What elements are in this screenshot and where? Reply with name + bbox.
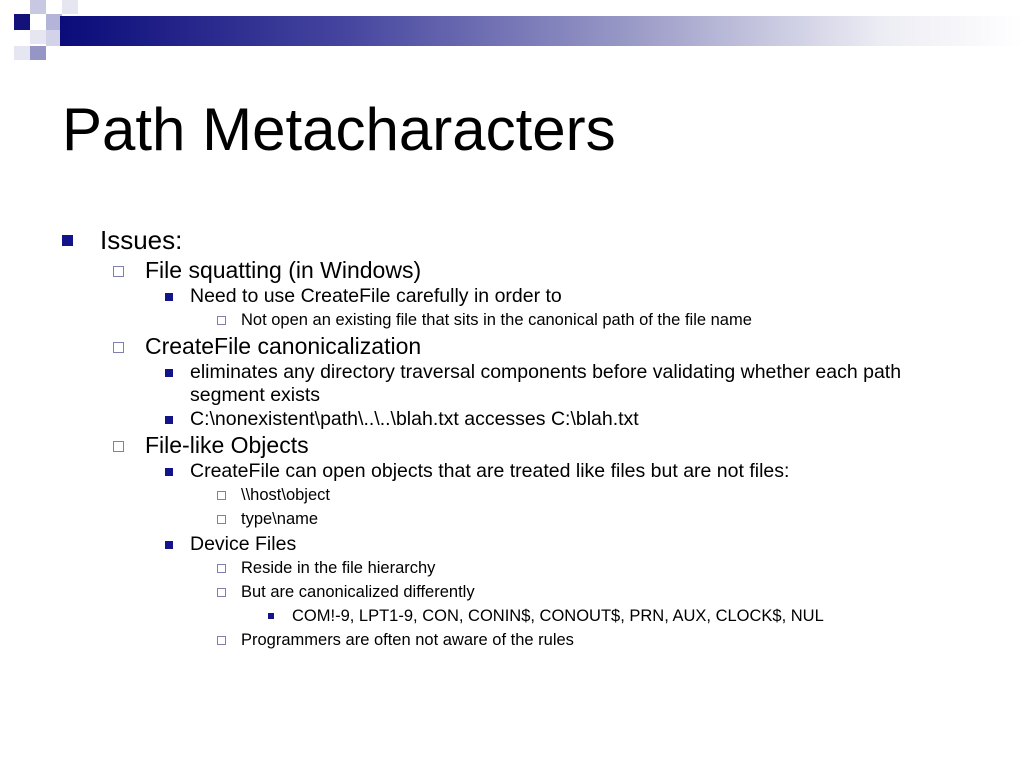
- item-text: Device Files: [190, 533, 297, 555]
- outline-item-createfile-canonicalization: [62, 332, 962, 361]
- outline-item-canonicalized: [62, 580, 962, 604]
- outline-item-eliminates: [62, 361, 920, 408]
- hollow-square-bullet-icon: [217, 564, 226, 573]
- outline-item-createfile-careful: [62, 285, 962, 308]
- item-text: File squatting (in Windows): [145, 257, 422, 283]
- outline-item-host-object: [62, 483, 962, 507]
- item-text: But are canonicalized differently: [241, 583, 475, 601]
- decor-square: [30, 46, 46, 60]
- item-text: Need to use CreateFile carefully in order to: [190, 285, 562, 307]
- hollow-square-bullet-icon: [217, 515, 226, 524]
- outline-item-file-squatting: [62, 256, 962, 285]
- filled-square-bullet-icon: [165, 369, 173, 377]
- outline-item-issues: [62, 224, 962, 256]
- header-gradient-bar: [60, 16, 1024, 46]
- item-text: CreateFile canonicalization: [145, 333, 422, 359]
- hollow-square-bullet-icon: [217, 491, 226, 500]
- decor-square: [14, 14, 30, 30]
- item-text: CreateFile can open objects that are treated like files but are not files:: [190, 460, 790, 482]
- outline-item-file-like-objects: [62, 431, 962, 460]
- item-text: Programmers are often not aware of the rules: [241, 631, 574, 649]
- filled-square-bullet-icon: [165, 416, 173, 424]
- item-text: Issues:: [100, 225, 183, 255]
- decor-square: [14, 46, 30, 60]
- item-text: File-like Objects: [145, 432, 309, 458]
- outline-item-reside: [62, 556, 962, 580]
- filled-square-bullet-icon: [62, 235, 73, 246]
- filled-square-bullet-icon: [165, 293, 173, 301]
- outline-item-device-names: [62, 604, 962, 628]
- hollow-square-bullet-icon: [113, 441, 124, 452]
- hollow-square-bullet-icon: [217, 588, 226, 597]
- outline-item-type-name: [62, 507, 962, 531]
- item-text: eliminates any directory traversal components before validating whether each path segment exists: [190, 361, 902, 406]
- outline-item-device-files: [62, 533, 962, 556]
- slide-title: Path Metacharacters: [62, 96, 616, 163]
- hollow-square-bullet-icon: [217, 636, 226, 645]
- item-text: Not open an existing file that sits in the canonical path of the file name: [241, 311, 752, 329]
- outline-item-createfile-open: [62, 460, 962, 483]
- item-text: C:\nonexistent\path\..\..\blah.txt accesses C:\blah.txt: [190, 408, 639, 430]
- item-text: type\name: [241, 510, 319, 528]
- hollow-square-bullet-icon: [217, 316, 226, 325]
- outline-item-path-example: [62, 408, 962, 431]
- decor-square: [30, 0, 46, 14]
- outline-item-programmers: [62, 628, 962, 652]
- slide-content: [62, 224, 962, 652]
- hollow-square-bullet-icon: [113, 266, 124, 277]
- decor-square: [62, 0, 78, 14]
- filled-square-bullet-icon: [165, 541, 173, 549]
- decor-square: [30, 30, 46, 44]
- item-text: \\host\object: [241, 486, 330, 504]
- item-text: COM!-9, LPT1-9, CON, CONIN$, CONOUT$, PRN, AUX, CLOCK$, NUL: [292, 607, 824, 625]
- filled-square-bullet-icon: [165, 468, 173, 476]
- hollow-square-bullet-icon: [113, 342, 124, 353]
- small-square-bullet-icon: [268, 613, 274, 619]
- outline-item-not-open-existing: [62, 308, 962, 332]
- item-text: Reside in the file hierarchy: [241, 559, 436, 577]
